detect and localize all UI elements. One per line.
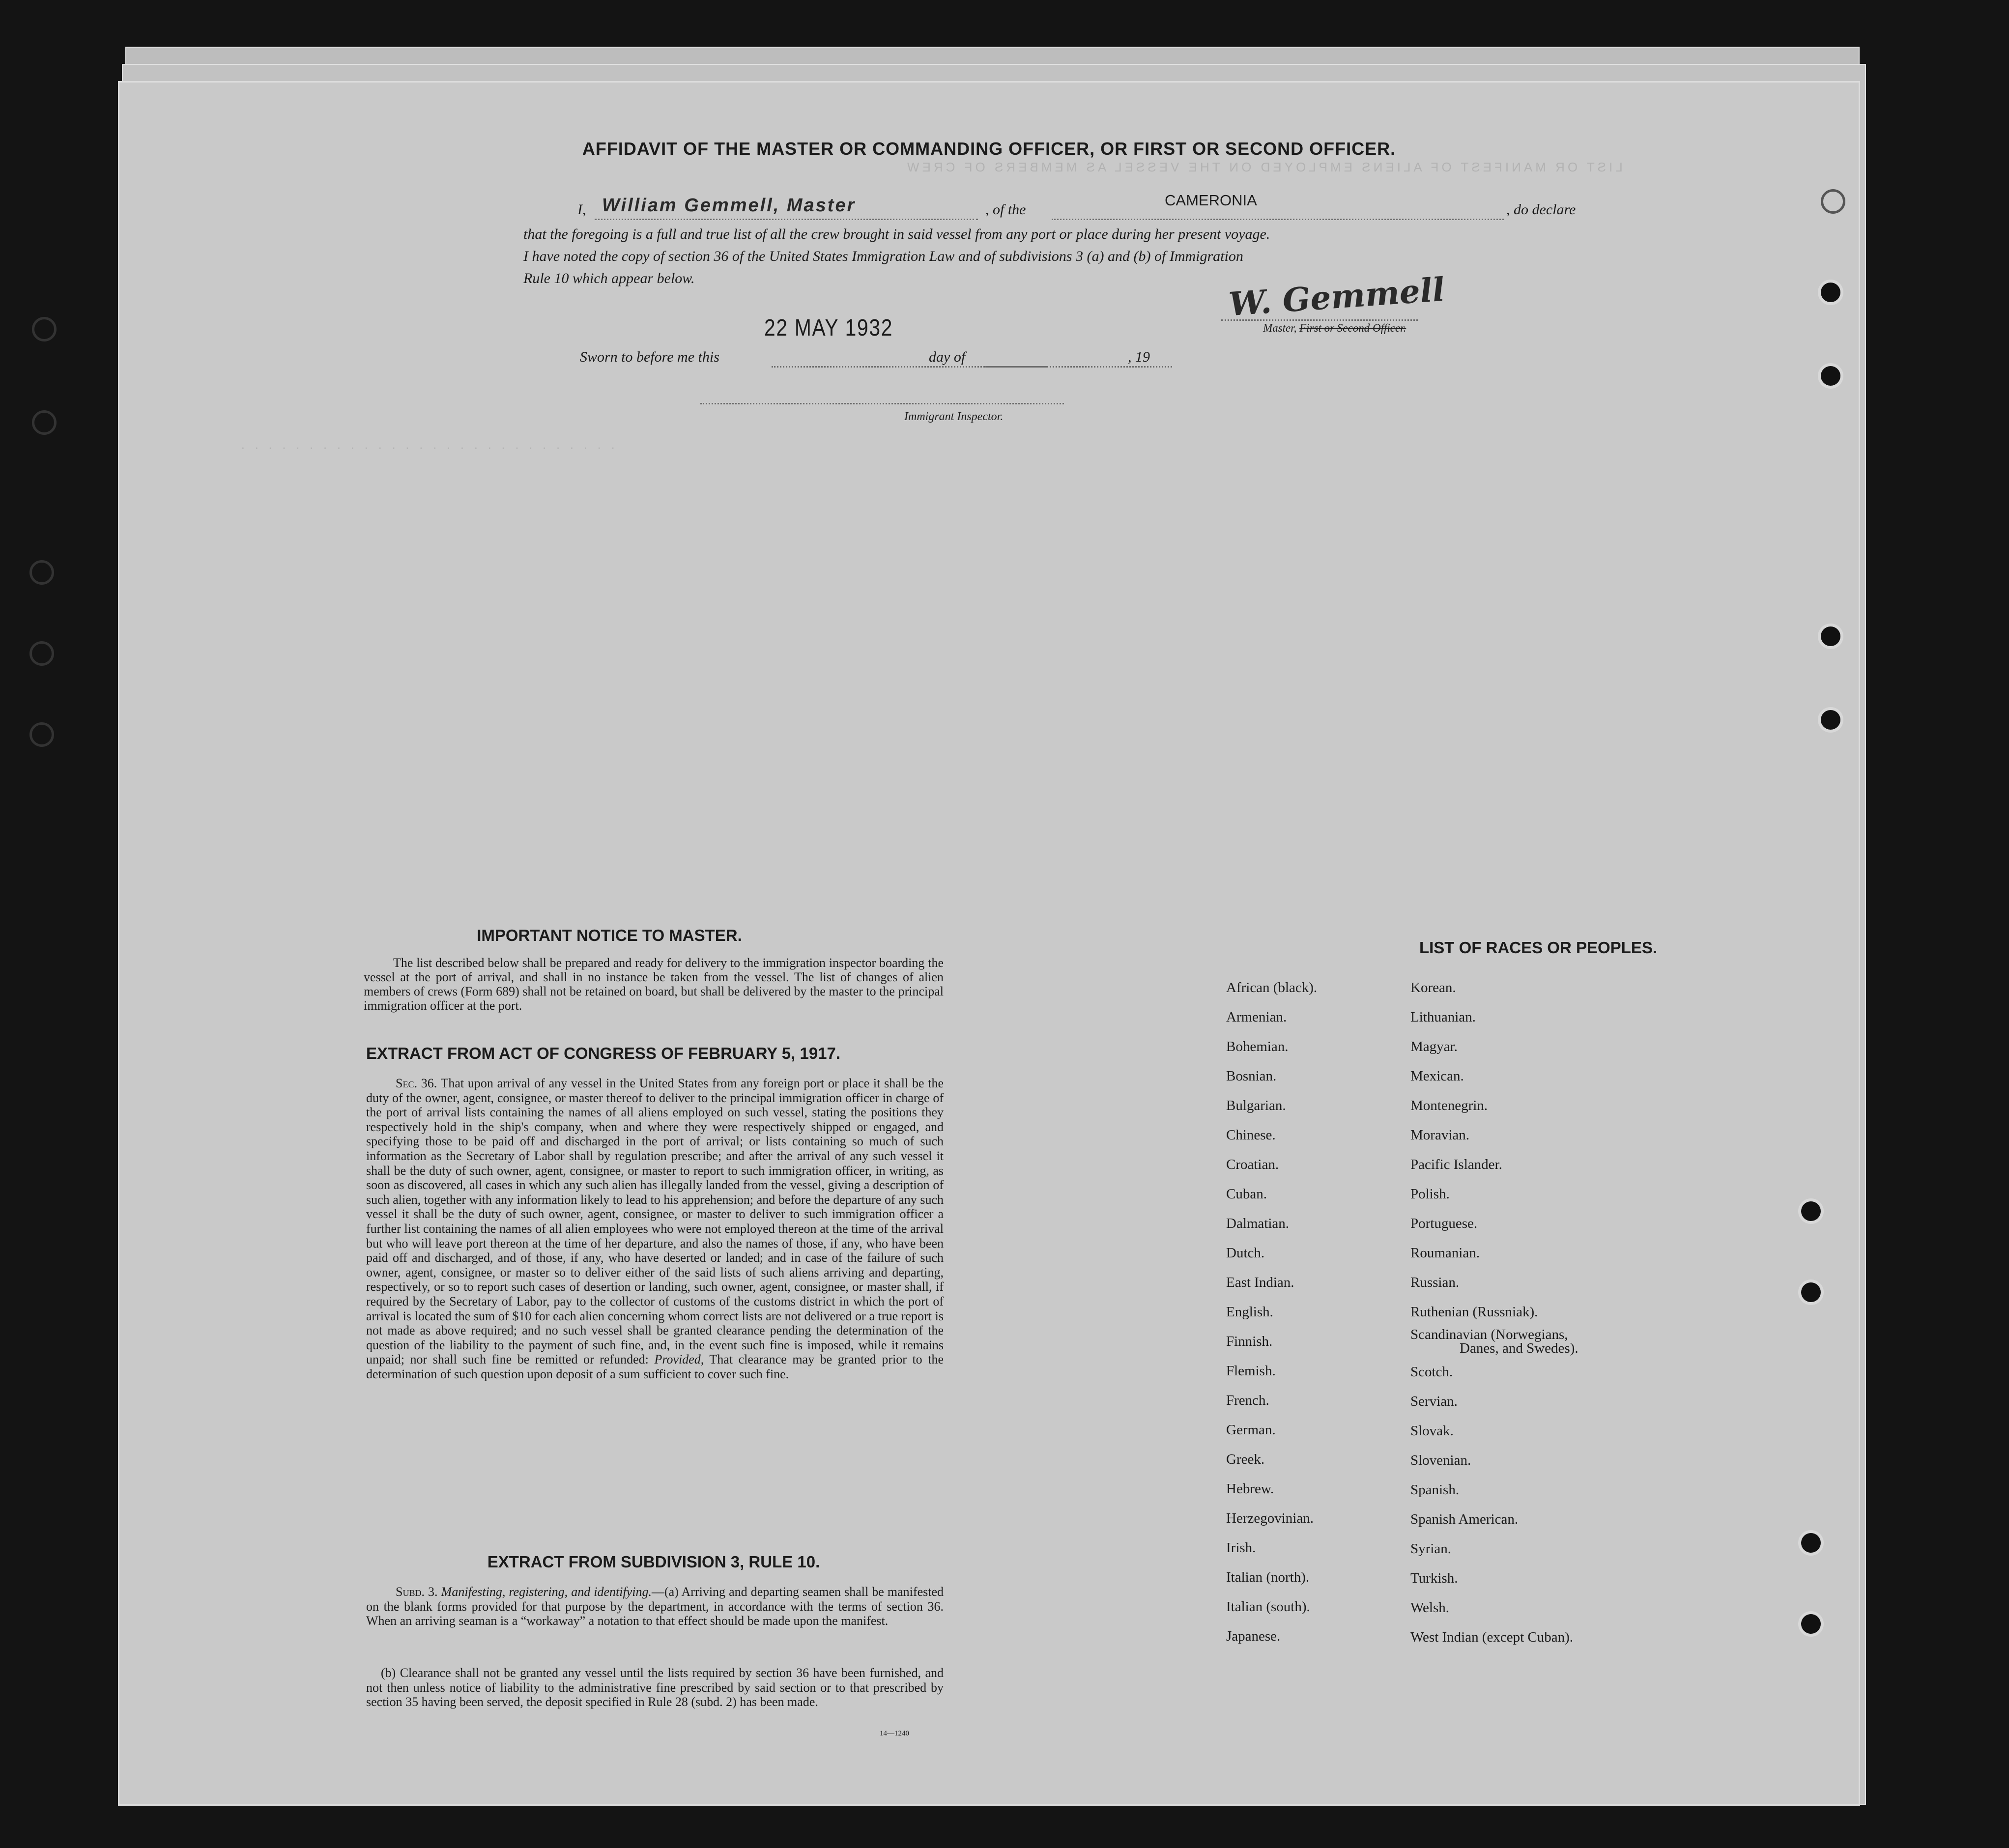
sworn-label: Sworn to before me this	[580, 349, 719, 365]
punch-hole-icon	[1801, 1282, 1821, 1302]
race-item: Syrian.	[1410, 1541, 1451, 1557]
race-item: Dutch.	[1226, 1245, 1265, 1261]
punch-hole-icon	[29, 722, 54, 747]
sec-36-text-end: That clearance may be granted prior to the determination of such question upon deposit of a sum sufficient to cover such fine.	[366, 1352, 944, 1381]
race-item: Slovenian.	[1410, 1452, 1471, 1468]
race-item: Italian (south).	[1226, 1599, 1310, 1615]
races-title: LIST OF RACES OR PEOPLES.	[1419, 938, 1658, 957]
punch-hole-icon	[29, 641, 54, 666]
races-column-1	[1226, 973, 1317, 1651]
affidavit-line-3: I have noted the copy of section 36 of the United States Immigration Law and of subdivisions 3 (a) and (b) of Immigration	[523, 248, 1243, 264]
race-item: Armenian.	[1226, 1009, 1287, 1025]
race-item: Slovak.	[1410, 1423, 1454, 1439]
year-label: , 19	[1128, 349, 1150, 365]
sworn-month-line	[985, 366, 1172, 368]
of-the-label: , of the	[985, 201, 1026, 218]
race-item: Bulgarian.	[1226, 1098, 1286, 1113]
race-item: Chinese.	[1226, 1127, 1276, 1143]
race-item: Magyar.	[1410, 1039, 1458, 1054]
affidavit-i: I,	[577, 201, 586, 218]
race-item: Croatian.	[1226, 1157, 1279, 1172]
signature-line	[1221, 319, 1418, 321]
race-item: Finnish.	[1226, 1334, 1273, 1349]
day-of-label: day of	[929, 349, 966, 365]
punch-hole-icon	[32, 317, 57, 341]
race-item: Hebrew.	[1226, 1481, 1274, 1497]
master-signature: W. Gemmell	[1227, 270, 1446, 324]
race-item: Portuguese.	[1410, 1216, 1478, 1231]
race-item: Scandinavian (Norwegians, Danes, and Swedes).	[1410, 1327, 1578, 1356]
race-item: Greek.	[1226, 1451, 1265, 1467]
vessel-name: CAMERONIA	[1165, 192, 1257, 209]
vessel-line	[1052, 219, 1504, 220]
rule-extract-para-b: (b) Clearance shall not be granted any vessel until the lists required by section 36 have been furnished, and not then unless notice of liability to the administrative fine prescribed by said section or to that prescribed by section 35 having been served, the deposit specified in Rule 28 (subd. 2) has been made.	[366, 1666, 944, 1709]
affidavit-line-4: Rule 10 which appear below.	[523, 270, 695, 286]
race-item: Irish.	[1226, 1540, 1256, 1556]
race-item: Servian.	[1410, 1393, 1458, 1409]
bleed-through-text: · · · · · · · · · · · · · · · · · · · · · · · · · · · ·	[241, 440, 618, 455]
race-item: Russian.	[1410, 1275, 1460, 1290]
races-column-2	[1410, 973, 1578, 1652]
subd-para-a-text: —(a) Arriving and departing seamen shall be manifested on the blank forms provided for that purpose by the department, in accordance with the terms of section 36. When an arriving seaman is a “workaway” a notation to that effect should be made upon the manifest.	[366, 1585, 944, 1628]
act-extract-title: EXTRACT FROM ACT OF CONGRESS OF FEBRUARY 5, 1917.	[366, 1044, 841, 1062]
provided-label: Provided,	[654, 1352, 704, 1367]
rule-extract-para-a	[366, 1585, 944, 1628]
punch-hole-icon	[29, 560, 54, 585]
race-item: Korean.	[1410, 980, 1456, 995]
inspector-line	[700, 403, 1064, 404]
subd-heading: Manifesting, registering, and identifying.	[441, 1585, 652, 1599]
date-stamp: 22 MAY 1932	[764, 315, 893, 341]
affidavit-title: AFFIDAVIT OF THE MASTER OR COMMANDING OFFICER, OR FIRST OR SECOND OFFICER.	[582, 139, 1396, 159]
race-item: West Indian (except Cuban).	[1410, 1629, 1574, 1645]
race-item: French.	[1226, 1393, 1269, 1408]
notice-body: The list described below shall be prepared and ready for delivery to the immigration inspector boarding the vessel at the port of arrival, and shall in no instance be taken from the vessel. The list of changes of alien members of crews (Form 689) shall not be retained on board, but shall be delivered by the master to the principal immigration officer at the port.	[364, 956, 944, 1013]
race-item: Polish.	[1410, 1186, 1450, 1202]
race-item: Flemish.	[1226, 1363, 1276, 1379]
master-name-handwritten: William Gemmell, Master	[602, 195, 856, 216]
race-item: Cuban.	[1226, 1186, 1267, 1202]
race-item: Montenegrin.	[1410, 1098, 1488, 1113]
race-item: Japanese.	[1226, 1628, 1281, 1644]
punch-hole-icon	[32, 410, 57, 435]
name-line	[595, 219, 978, 220]
signer-role-struck: First or Second Officer.	[1299, 322, 1406, 334]
race-item: Bosnian.	[1226, 1068, 1277, 1084]
race-item: Dalmatian.	[1226, 1216, 1290, 1231]
race-item: Welsh.	[1410, 1600, 1450, 1616]
punch-hole-icon	[1801, 1533, 1821, 1553]
race-item: Herzegovinian.	[1226, 1510, 1314, 1526]
race-item: Mexican.	[1410, 1068, 1464, 1084]
race-item: Spanish American.	[1410, 1511, 1519, 1527]
race-item: Bohemian.	[1226, 1039, 1289, 1054]
signer-role-master: Master,	[1263, 322, 1297, 334]
race-item: English.	[1226, 1304, 1273, 1320]
race-item: German.	[1226, 1422, 1276, 1438]
rule-extract-title: EXTRACT FROM SUBDIVISION 3, RULE 10.	[487, 1553, 820, 1571]
race-item: Roumanian.	[1410, 1245, 1480, 1261]
race-item: Lithuanian.	[1410, 1009, 1476, 1025]
punch-hole-icon	[1821, 189, 1845, 214]
race-item: Spanish.	[1410, 1482, 1460, 1498]
sec-36-label: Sec. 36.	[396, 1076, 437, 1090]
sec-36-text: That upon arrival of any vessel in the United States from any foreign port or place it shall be the duty of the owner, agent, consignee, or master thereof to deliver to the principal immigration officer in charge of the port of arrival lists containing the names of all aliens employed on such vessel, stating the positions they respectively hold in the ship's company, when and where they were respectively shipped or engaged, and specifying those to be paid off and discharged in the port of arrival; or lists containing so much of such information as the Secretary of Labor shall by regulation prescribe; and after the arrival of any such vessel it shall be the duty of such owner, agent, consignee, or master to report to such immigration officer, in writing, as soon as discovered, all cases in which any such alien has illegally landed from the vessel, giving a description of such alien, together with any information likely to lead to his apprehension; and before the departure of any such vessel it shall be the duty of such owner, agent, consignee, or master to deliver to such immigration officer a further list containing the names of all alien employees who were not employed thereon at the time of the arrival but who will leave port thereon at the time of her departure, and also the names of those, if any, who have been paid off and discharged, and of those, if any, who have deserted or landed; and in case of the failure of such owner, agent, consignee, or master so to deliver either of the said lists of such aliens arriving and departing, respectively, or so to report such cases of desertion or landing, such owner, agent, consignee, or master shall, if required by the Secretary of Labor, pay to the collector of customs of the customs district in which the port of arrival is located the sum of $10 for each alien concerning whom correct lists are not delivered or a true report is not made as above required; and no such vessel shall be granted clearance pending the determination of the question of the liability to the payment of such fine, and, in the event such fine is imposed, while it remains unpaid; nor shall such fine be remitted or refunded:	[366, 1076, 944, 1367]
subd-label: Subd. 3.	[396, 1585, 438, 1599]
punch-hole-icon	[1821, 283, 1840, 302]
notice-title: IMPORTANT NOTICE TO MASTER.	[477, 926, 742, 944]
race-item: Ruthenian (Russniak).	[1410, 1304, 1538, 1320]
punch-hole-icon	[1821, 710, 1840, 730]
act-extract-body	[366, 1076, 944, 1381]
punch-hole-icon	[1801, 1614, 1821, 1634]
punch-hole-icon	[1801, 1201, 1821, 1221]
race-item: Scotch.	[1410, 1364, 1453, 1380]
race-item: Pacific Islander.	[1410, 1157, 1502, 1172]
manifest-page	[118, 81, 1860, 1806]
race-item: Italian (north).	[1226, 1569, 1310, 1585]
race-item-continuation: Danes, and Swedes).	[1460, 1340, 1578, 1356]
bleed-through-text: LIST OR MANIFEST OF ALIENS EMPLOYED ON THE VESSEL AS MEMBERS OF CREW	[904, 160, 1623, 174]
signer-role	[1263, 322, 1406, 335]
race-item: Turkish.	[1410, 1570, 1458, 1586]
do-declare-label: , do declare	[1506, 201, 1576, 218]
affidavit-line-2: that the foregoing is a full and true list of all the crew brought in said vessel from any port or place during her present voyage.	[523, 226, 1270, 242]
race-item: African (black).	[1226, 980, 1318, 995]
inspector-label: Immigrant Inspector.	[904, 410, 1004, 423]
punch-hole-icon	[1821, 366, 1840, 386]
race-item: East Indian.	[1226, 1275, 1294, 1290]
punch-hole-icon	[1821, 626, 1840, 646]
form-number: 14—1240	[880, 1730, 909, 1737]
race-item: Moravian.	[1410, 1127, 1469, 1143]
